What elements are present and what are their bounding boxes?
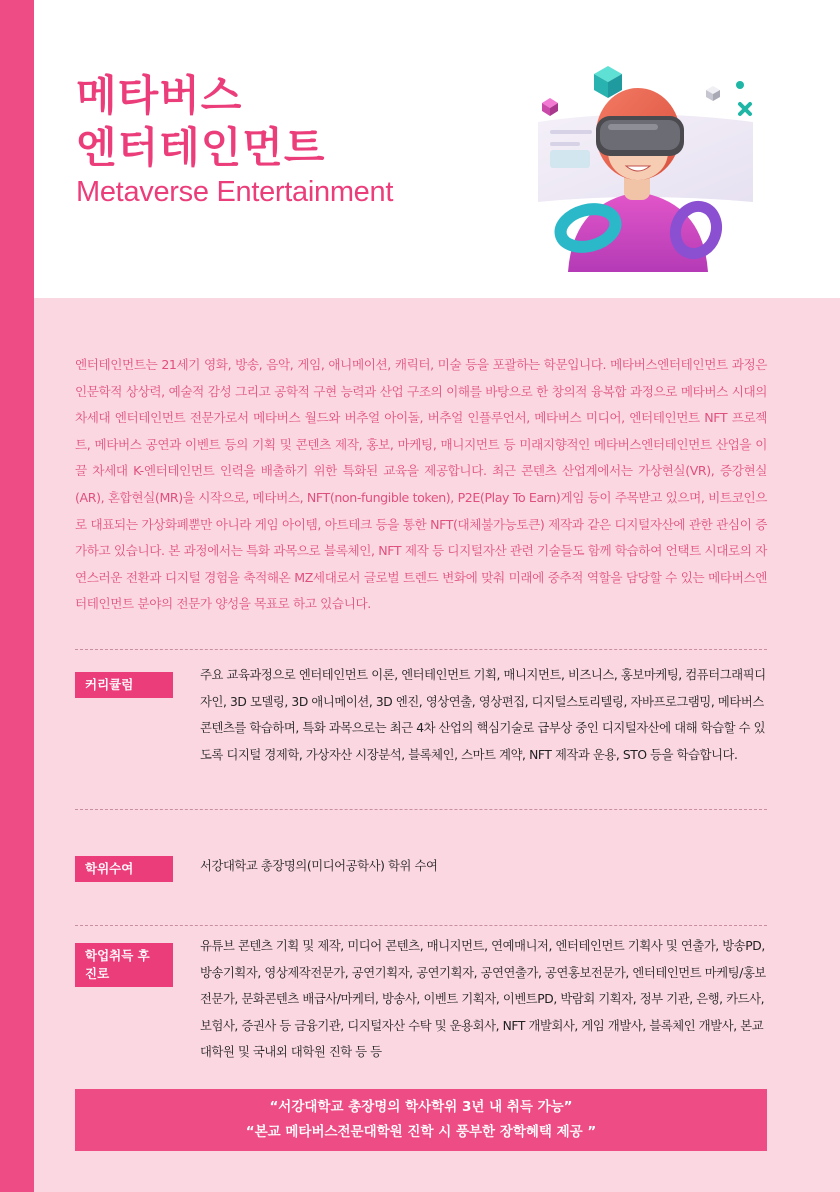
divider: [75, 809, 767, 810]
banner-line-1: “서강대학교 총장명의 학사학위 3년 내 취득 가능”: [269, 1099, 573, 1115]
banner-line-2: “본교 메타버스전문대학원 진학 시 풍부한 장학혜택 제공 ”: [245, 1124, 597, 1140]
title-line-2: 엔터테인먼트: [76, 123, 326, 172]
career-tag: 학업취득 후 진로: [75, 943, 173, 987]
page-title: [76, 70, 325, 174]
page-subtitle: Metaverse Entertainment: [76, 176, 394, 208]
title-line-1: 메타버스: [76, 71, 243, 120]
career-text: 유튜브 콘텐츠 기획 및 제작, 미디어 콘텐츠, 매니지먼트, 연예매니저, 엔터테인먼트 기획사 및 연출가, 방송PD, 방송기획자, 영상제작전문가, 공연기획자, 공연기획자, 공연연출가, 공연홍보전문가, 엔터테인먼트 마케팅/홍보전문가, 문화콘텐츠 배급사/마케터, 방송사, 이벤트 기획자, 이벤트PD, 박람회 기획자, 정부 기관, 은행, 카드사, 보험사, 증권사 등 금융기관, 디지털자산 수탁 및 운용회사, NFT 개발회사, 게임 개발사, 블록체인 개발사, 본교 대학원 및 국내외 대학원 진학 등 등: [200, 939, 766, 1060]
divider: [75, 925, 767, 926]
curriculum-text: 주요 교육과정으로 엔터테인먼트 이론, 엔터테인먼트 기획, 매니지먼트, 비즈니스, 홍보마케팅, 컴퓨터그래픽디자인, 3D 모델링, 3D 애니메이션, 3D 엔진, 영상연출, 영상편집, 디지털스토리텔링, 자바프로그램밍, 메타버스 콘텐츠를 학습하며, 특화 과목으로는 최근 4차 산업의 핵심기술로 급부상 중인 디지털자산에 대해 학습할 수 있도록 디지털 경제학, 가상자산 시장분석, 블록체인, 스마트 계약, NFT 제작과 운용, STO 등을 학습합니다.: [200, 668, 766, 762]
vr-headset-person-icon: [528, 52, 768, 272]
highlight-banner: [75, 1089, 767, 1151]
divider: [75, 649, 767, 650]
intro-paragraph: 엔터테인먼트는 21세기 영화, 방송, 음악, 게임, 애니메이션, 캐릭터, 미술 등을 포괄하는 학문입니다. 메타버스엔터테인먼트 과정은 인문학적 상상력, 예술적 감성 그리고 공학적 구현 능력과 산업 구조의 이해를 바탕으로 한 창의적 융복합 과정으로 메타버스 시대의 차세대 엔터테인먼트 전문가로서 메타버스 월드와 버추얼 아이돌, 버추얼 인플루언서, 메타버스 미디어, 엔터테인먼트 NFT 프로젝트, 메타버스 공연과 이벤트 등의 기획 및 콘텐츠 제작, 홍보, 마케팅, 매니지먼트 등 미래지향적인 메타버스엔터테인먼트 산업을 이끌 차세대 K-엔터테인먼트 인력을 배출하기 위한 특화된 교육을 제공합니다. 최근 콘텐츠 산업계에서는 가상현실(VR), 증강현실(AR), 혼합현실(MR)을 시작으로, 메타버스, NFT(non-fungible token), P2E(Play To Earn)게임 등이 주목받고 있으며, 비트코인으로 대표되는 가상화폐뿐만 아니라 게임 아이템, 아트테크 등을 통한 NFT(대체불가능토큰) 제작과 같은 디지털자산에 관한 관심이 증가하고 있습니다. 본 과정에서는 특화 과목으로 블록체인, NFT 제작 등 디지털자산 관련 기술들도 함께 학습하여 언택트 시대로의 자연스러운 전환과 디지털 경험을 축적해온 MZ세대로서 글로벌 트렌드 변화에 맞춰 미래에 중추적 역할을 담당할 수 있는 메타버스엔터테인먼트 분야의 전문가 양성을 목표로 하고 있습니다.: [75, 357, 767, 612]
side-accent-bar: [0, 0, 34, 1192]
degree-text: 서강대학교 총장명의(미디어공학사) 학위 수여: [200, 859, 438, 873]
degree-tag: 학위수여: [75, 856, 173, 882]
curriculum-tag: 커리큘럼: [75, 672, 173, 698]
